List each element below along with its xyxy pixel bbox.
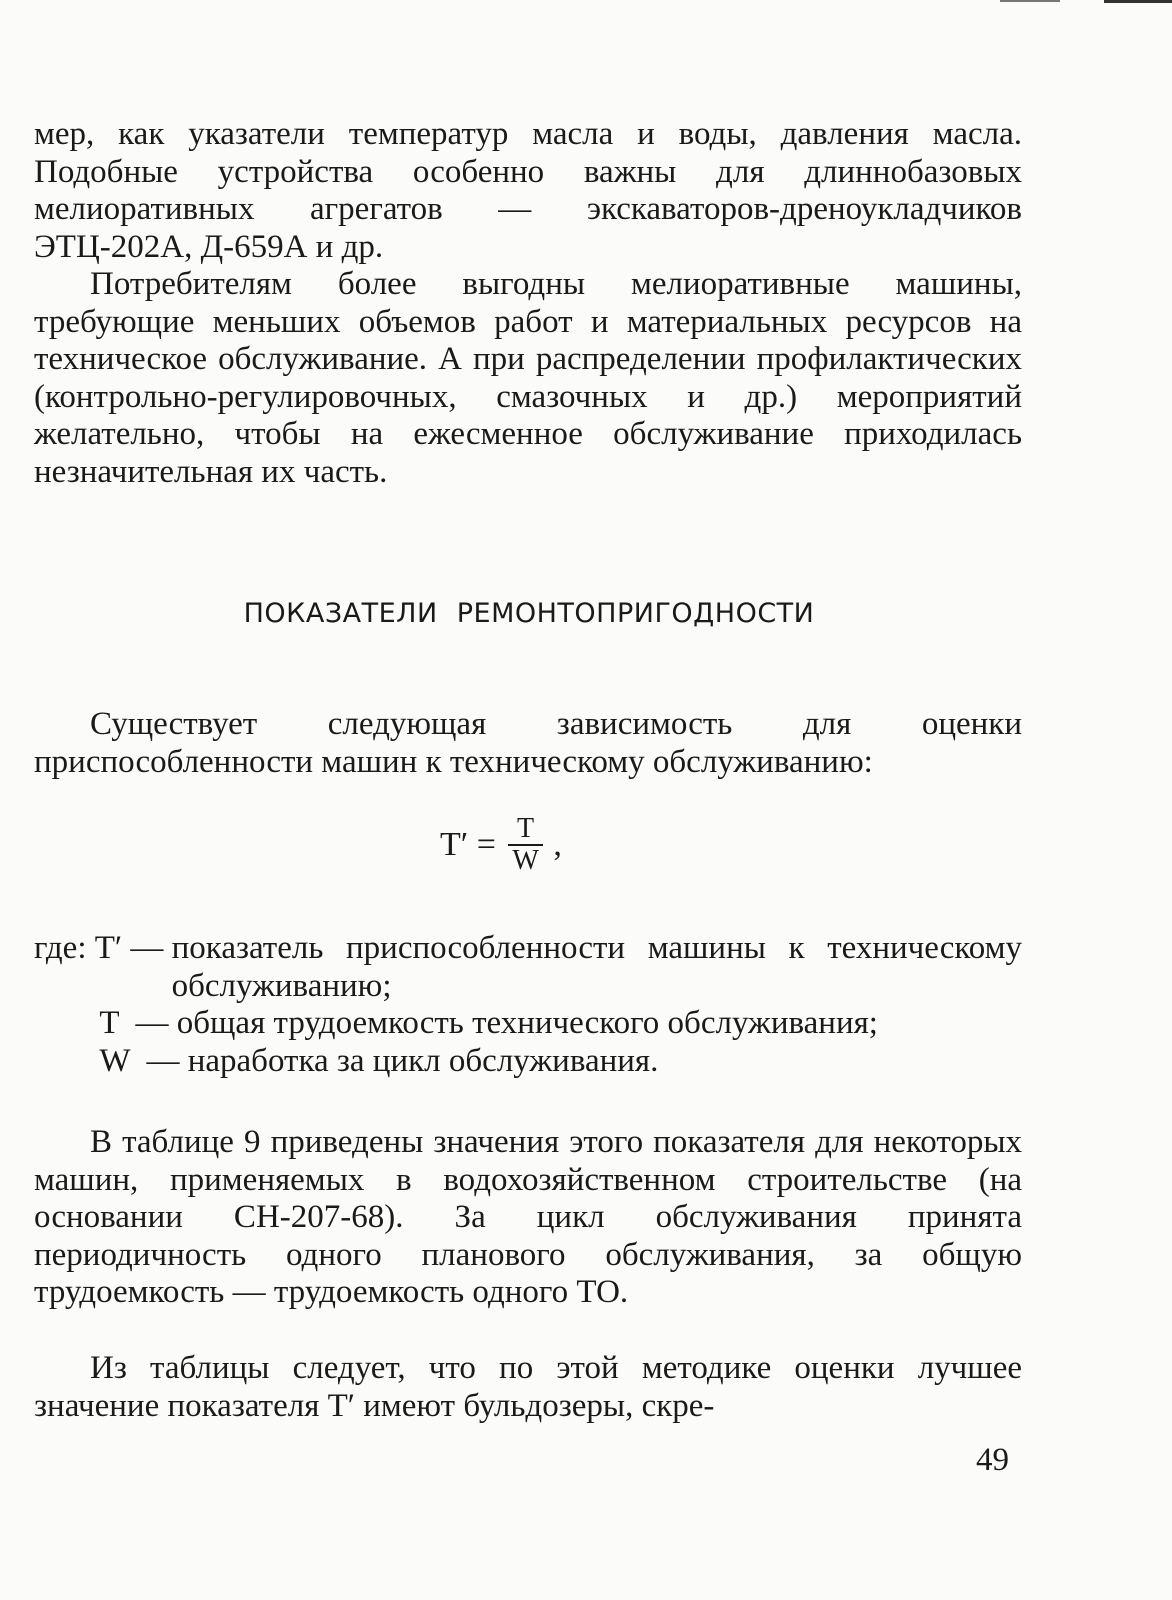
definition-text: наработка за цикл обслуживания. xyxy=(187,1042,659,1079)
page-number: 49 xyxy=(976,1442,1009,1478)
definition-row xyxy=(34,1005,1022,1043)
definition-row xyxy=(34,1043,1022,1081)
scan-mark xyxy=(1000,0,1060,2)
formula-numerator: T xyxy=(517,813,535,844)
definition-row xyxy=(34,930,1022,1005)
paragraph-1: мер, как указатели температур масла и воды, давления масла. Подобные устройства особенно важны для длиннобазовых мелиоративных агрегатов — экскаваторов-дреноукладчиков ЭТЦ-202А, Д-659А и др. xyxy=(34,116,1022,265)
text-block-top xyxy=(34,116,1022,492)
definition-text: показатель приспособленности машины к техническому обслуживанию; xyxy=(171,930,1022,1004)
definition-text: общая трудоемкость технического обслуживания; xyxy=(176,1005,878,1042)
definition-label: W — xyxy=(34,1042,188,1079)
intro-paragraph: Существует следующая зависимость для оценки приспособленности машин к техническому обслуживанию: xyxy=(34,706,1022,780)
paragraph-2: Потребителям более выгодны мелиоративные машины, требующие меньших объемов работ и материальных ресурсов на техническое обслуживание. А при распределении профилактических (контрольно-регулировочных, смазочных и др.) мероприятий желательно, чтобы на ежесменное обслуживание приходилась незначительная их часть. xyxy=(34,266,1022,490)
paragraph-table-ref: В таблице 9 приведены значения этого показателя для некоторых машин, применяемых в водохозяйственном строительстве (на основании СН-207-68). За цикл обслуживания принята периодичность одного планового обслуживания, за общую трудоемкость — трудоемкость одного ТО. xyxy=(34,1124,1022,1311)
text-block-intro xyxy=(34,706,1022,781)
definition-label: T — xyxy=(34,1005,177,1042)
formula-comma: , xyxy=(553,826,562,863)
definitions-list xyxy=(34,930,1022,1080)
formula xyxy=(440,814,562,876)
text-block-bottom xyxy=(34,1124,1022,1425)
formula-fraction xyxy=(508,814,542,876)
paragraph-conclusion: Из таблицы следует, что по этой методике оценки лучшее значение показателя T′ имеют бульдозеры, скре- xyxy=(34,1350,1022,1424)
section-heading: ПОКАЗАТЕЛИ РЕМОНТОПРИГОДНОСТИ xyxy=(243,598,815,629)
scan-mark xyxy=(1104,0,1172,3)
definition-label: где: T′ — xyxy=(34,930,172,966)
formula-lhs: T′ = xyxy=(440,826,496,863)
formula-denominator: W xyxy=(512,845,539,876)
